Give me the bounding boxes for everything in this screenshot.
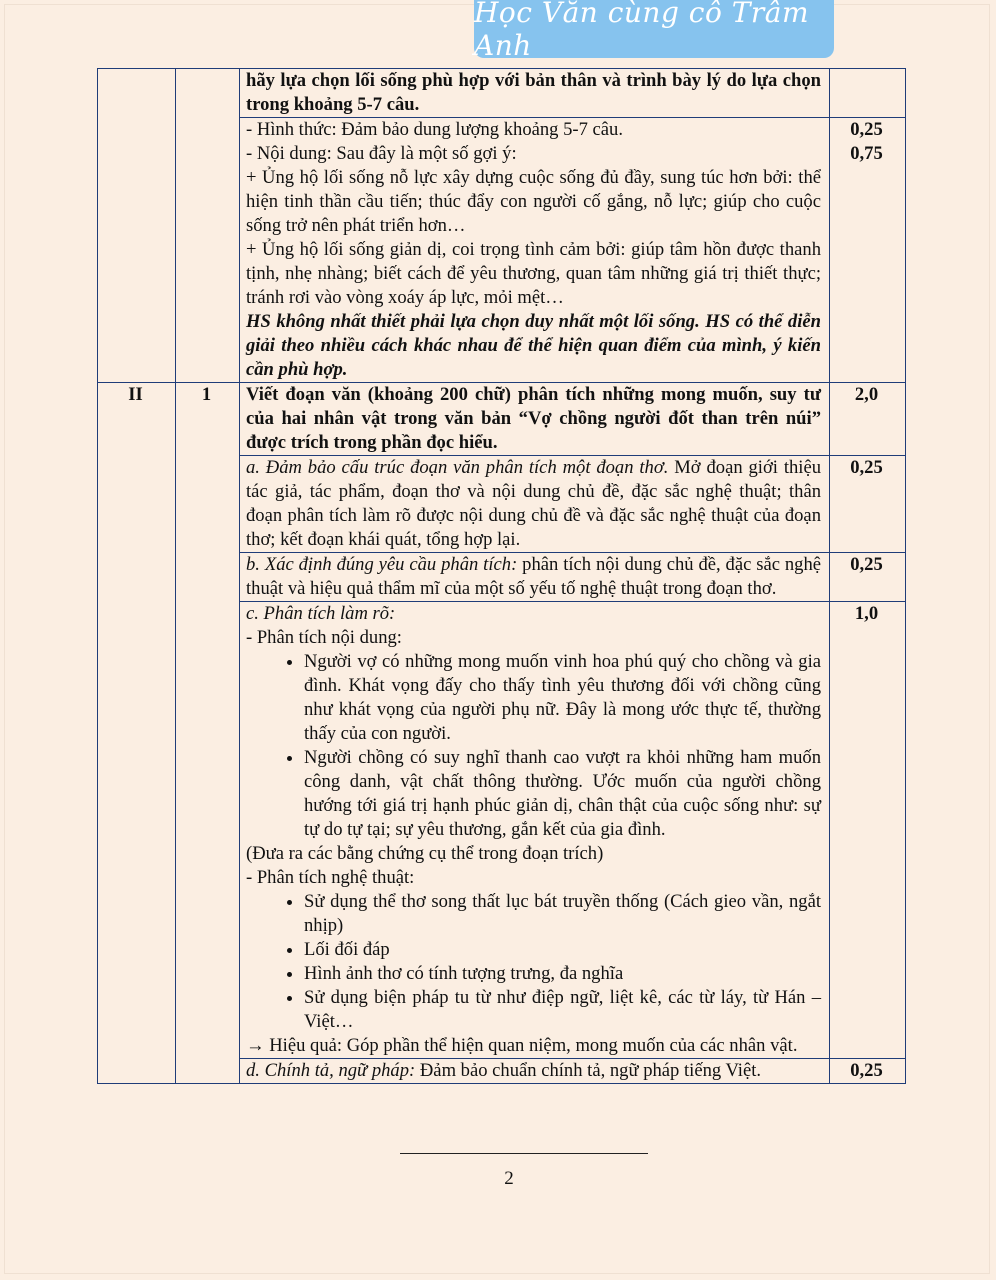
page-number: 2 <box>504 1168 514 1189</box>
criterion-c <box>240 602 830 1059</box>
content-bullet-list <box>246 650 821 842</box>
part-cell-empty <box>98 69 176 383</box>
criterion-b-label: b. Xác định đúng yêu cầu phân tích: <box>246 554 518 575</box>
criterion-d-text: Đảm bảo chuẩn chính tả, ngữ pháp tiếng Việt. <box>415 1060 762 1081</box>
section1-note: HS không nhất thiết phải lựa chọn duy nhất một lối sống. HS có thể diễn giải theo nhiều cách khác nhau để thể hiện quan điểm của mình, ý kiến cần phù hợp. <box>246 311 821 380</box>
section1-line: + Ủng hộ lối sống giản dị, coi trọng tình cảm bởi: giúp tâm hồn được thanh tịnh, nhẹ nhàng; biết cách để yêu thương, quan tâm những giá trị thiết thực; tránh rơi vào vòng xoáy áp lực, mỏi mệt… <box>246 239 821 308</box>
criterion-a-text: Mở đoạn giới thiệu tác giả, tác phẩm, đoạn thơ và nội dung chủ đề, đặc sắc nghệ thuật; thân đoạn phân tích làm rõ được nội dung chủ đề và đặc sắc nghệ thuật của đoạn thơ; kết đoạn khái quát, tổng hợp lại. <box>246 457 821 550</box>
list-item: • Hình ảnh thơ có tính tượng trưng, đa nghĩa <box>304 962 821 986</box>
watermark-banner: Học Văn cùng cô Trâm Anh <box>474 0 834 58</box>
list-item: • Người vợ có những mong muốn vinh hoa phú quý cho chồng và gia đình. Khát vọng đấy cho thấy tình yêu thương đối với chồng cũng như khát vọng của người phụ nữ. Đây là mong ước thực tế, thường thấy của con người. <box>304 650 821 746</box>
score-value: 1,0 <box>830 602 906 1059</box>
score-value: 2,0 <box>830 383 906 456</box>
score-value: 0,75 <box>850 143 883 164</box>
criterion-c-label: c. Phân tích làm rõ: <box>246 603 396 624</box>
score-cell-empty <box>830 69 906 118</box>
effect-text: Hiệu quả: Góp phần thể hiện quan niệm, mong muốn của các nhân vật. <box>264 1035 798 1056</box>
criterion-b <box>240 553 830 602</box>
part-number: II <box>98 383 176 1084</box>
section2-header: Viết đoạn văn (khoảng 200 chữ) phân tích những mong muốn, suy tư của hai nhân vật trong văn bản “Vợ chồng người đốt than trên núi” được trích trong phần đọc hiểu. <box>240 383 830 456</box>
criterion-d-label: d. Chính tả, ngữ pháp: <box>246 1060 416 1081</box>
section1-header: hãy lựa chọn lối sống phù hợp với bản thân và trình bày lý do lựa chọn trong khoảng 5-7 câu. <box>240 69 830 118</box>
question-cell-empty <box>176 69 240 383</box>
answer-key-table <box>97 68 906 1084</box>
list-item: • Sử dụng biện pháp tu từ như điệp ngữ, liệt kê, các từ láy, từ Hán – Việt… <box>304 986 821 1034</box>
criterion-a-label: a. Đảm bảo cấu trúc đoạn văn phân tích một đoạn thơ. <box>246 457 669 478</box>
score-value: 0,25 <box>830 553 906 602</box>
section1-scores <box>830 118 906 383</box>
effect-line <box>246 1034 821 1058</box>
evidence-note: (Đưa ra các bằng chứng cụ thể trong đoạn trích) <box>246 843 604 864</box>
table-row <box>98 69 906 118</box>
list-item: • Người chồng có suy nghĩ thanh cao vượt ra khỏi những ham muốn công danh, vật chất thông thường. Ước muốn của người chồng hướng tới giá trị hạnh phúc giản dị, chân thật của cuộc sống như: sự tự do tự tại; sự yêu thương, gắn kết của gia đình. <box>304 746 821 842</box>
section1-content <box>240 118 830 383</box>
arrow-right-icon: → <box>246 1035 265 1056</box>
table-row <box>98 383 906 456</box>
section1-line: - Hình thức: Đảm bảo dung lượng khoảng 5-7 câu. <box>246 119 623 140</box>
question-number: 1 <box>176 383 240 1084</box>
footer-divider <box>400 1153 648 1154</box>
score-value: 0,25 <box>850 119 883 140</box>
criterion-a <box>240 456 830 553</box>
list-item: • Sử dụng thể thơ song thất lục bát truyền thống (Cách gieo vần, ngắt nhịp) <box>304 890 821 938</box>
criterion-b-text: phân tích nội dung chủ đề, đặc sắc nghệ thuật và hiệu quả thẩm mĩ của một số yếu tố nghệ thuật trong đoạn thơ. <box>246 554 822 599</box>
section1-line: - Nội dung: Sau đây là một số gợi ý: <box>246 143 517 164</box>
art-bullet-list <box>246 890 821 1034</box>
section1-line: + Ủng hộ lối sống nỗ lực xây dựng cuộc sống đủ đầy, sung túc hơn bởi: thể hiện tinh thần cầu tiến; thúc đẩy con người cố gắng, nỗ lực; giúp cho cuộc sống trở nên phát triển hơn… <box>246 167 821 236</box>
list-item: • Lối đối đáp <box>304 938 821 962</box>
score-value: 0,25 <box>830 1059 906 1084</box>
criterion-d <box>240 1059 830 1084</box>
content-heading: - Phân tích nội dung: <box>246 627 402 648</box>
score-value: 0,25 <box>830 456 906 553</box>
art-heading: - Phân tích nghệ thuật: <box>246 867 415 888</box>
